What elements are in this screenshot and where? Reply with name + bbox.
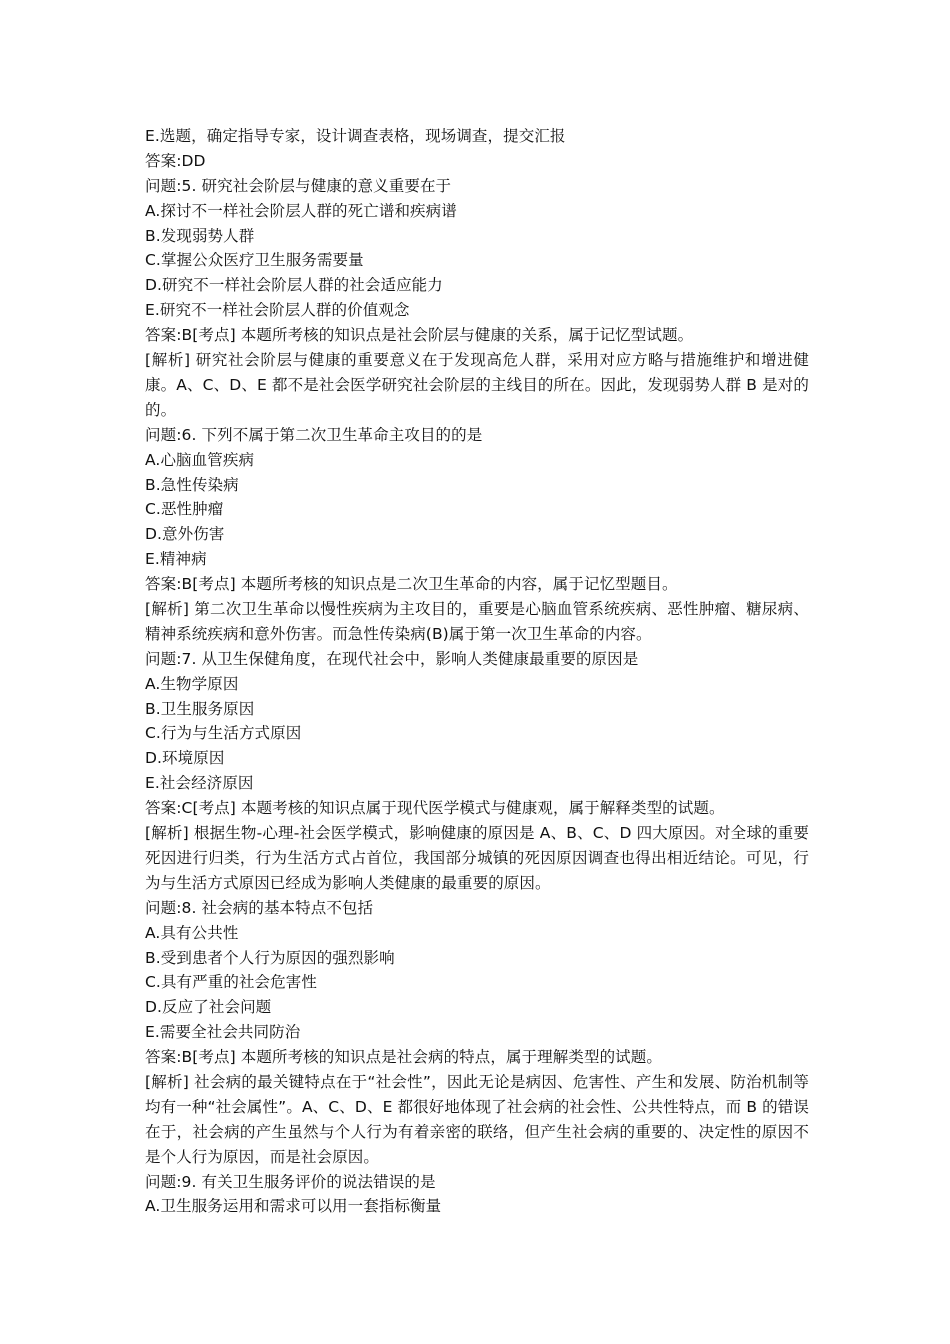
- option-e: E.精神病: [145, 550, 207, 569]
- option-text: E.选题，确定指导专家，设计调查表格，现场调查，提交汇报: [145, 127, 566, 145]
- question-6: 问题:6. 下列不属于第二次卫生革命主攻目的的是: [145, 425, 483, 444]
- option-d: D.反应了社会问题: [145, 998, 272, 1017]
- option-d: D.意外伤害: [145, 525, 225, 544]
- analysis-paragraph: [解析] 研究社会阶层与健康的重要意义在于发现高危人群，采用对应方略与措施维护和增进健康。A、C、D、E 都不是社会医学研究社会阶层的主线目的所在。因此，发现弱势人群 B 是对的的。: [145, 351, 809, 419]
- option-e: E.研究不一样社会阶层人群的价值观念: [145, 301, 410, 320]
- option-e: E.社会经济原因: [145, 774, 254, 793]
- option-a: A.探讨不一样社会阶层人群的死亡谱和疾病谱: [145, 201, 457, 220]
- analysis-paragraph: [解析] 根据生物-心理-社会医学模式，影响健康的原因是 A、B、C、D 四大原因。对全球的重要死因进行归类，行为生活方式占首位，我国部分城镇的死因原因调查也得出相近结论。可见，行为与生活方式原因已经成为影响人类健康的最重要的原因。: [145, 824, 809, 892]
- question-5: 问题:5. 研究社会阶层与健康的意义重要在于: [145, 176, 452, 195]
- option-c: C.掌握公众医疗卫生服务需要量: [145, 251, 364, 270]
- document-body: [145, 124, 809, 1219]
- option-a: A.生物学原因: [145, 674, 239, 693]
- option-c: C.行为与生活方式原因: [145, 724, 302, 743]
- question-7: 问题:7. 从卫生保健角度，在现代社会中，影响人类健康最重要的原因是: [145, 649, 639, 668]
- question-9: 问题:9. 有关卫生服务评价的说法错误的是: [145, 1172, 436, 1191]
- option-b: B.急性传染病: [145, 475, 239, 494]
- option-a: A.具有公共性: [145, 923, 239, 942]
- option-b: B.卫生服务原因: [145, 699, 255, 718]
- option-b: B.受到患者个人行为原因的强烈影响: [145, 948, 395, 967]
- answer-line: 答案:B[考点] 本题所考核的知识点是二次卫生革命的内容，属于记忆型题目。: [145, 575, 678, 594]
- answer-line: 答案:B[考点] 本题所考核的知识点是社会病的特点，属于理解类型的试题。: [145, 1048, 662, 1067]
- analysis-paragraph: [解析] 社会病的最关键特点在于“社会性”，因此无论是病因、危害性、产生和发展、防治机制等均有一种“社会属性”。A、C、D、E 都很好地体现了社会病的社会性、公共性特点，而 B 的错误在于，社会病的产生虽然与个人行为有着亲密的联络，但产生社会病的重要的、决定性的原因不是个人行为原因，而是社会原因。: [145, 1072, 809, 1166]
- option-c: C.具有严重的社会危害性: [145, 973, 317, 992]
- question-8: 问题:8. 社会病的基本特点不包括: [145, 898, 374, 917]
- option-b: B.发现弱势人群: [145, 226, 255, 245]
- option-d: D.研究不一样社会阶层人群的社会适应能力: [145, 276, 443, 295]
- option-a: A.心脑血管疾病: [145, 450, 255, 469]
- option-e: E.需要全社会共同防治: [145, 1023, 301, 1042]
- answer-line: 答案:C[考点] 本题考核的知识点属于现代医学模式与健康观，属于解释类型的试题。: [145, 799, 725, 818]
- option-d: D.环境原因: [145, 749, 225, 768]
- option-c: C.恶性肿瘤: [145, 500, 224, 519]
- analysis-paragraph: [解析] 第二次卫生革命以慢性疾病为主攻目的，重要是心脑血管系统疾病、恶性肿瘤、糖尿病、精神系统疾病和意外伤害。而急性传染病(B)属于第一次卫生革命的内容。: [145, 599, 809, 643]
- answer-line: 答案:DD: [145, 151, 206, 170]
- answer-line: 答案:B[考点] 本题所考核的知识点是社会阶层与健康的关系，属于记忆型试题。: [145, 326, 694, 345]
- option-a: A.卫生服务运用和需求可以用一套指标衡量: [145, 1197, 442, 1216]
